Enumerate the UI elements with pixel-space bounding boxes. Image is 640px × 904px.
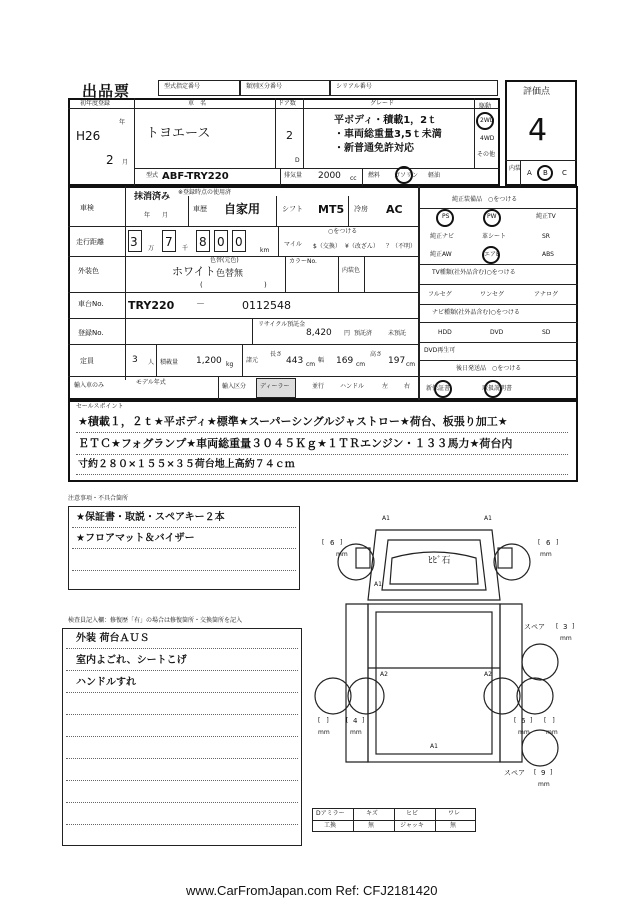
tv-oneseg: ワンセグ xyxy=(480,291,505,298)
doors-label: ドア数 xyxy=(278,100,296,107)
navi-dvd: DVD xyxy=(490,329,504,336)
mark-a1-left: A1 xyxy=(374,581,382,588)
import-label: 輸入車のみ xyxy=(74,382,105,389)
equip-abs: ABS xyxy=(542,251,554,258)
mileage-digit-5: 0 xyxy=(235,235,243,249)
tire-tr-value: 6 xyxy=(546,539,551,547)
tv-analog: アナログ xyxy=(534,291,559,298)
navi-hdd: HDD xyxy=(438,329,452,336)
shift-label: シフト xyxy=(282,205,303,213)
shift-value: MT5 xyxy=(318,203,345,216)
spare-top-label: スペア xyxy=(524,623,545,631)
mileage-opt-tamper: ¥（改ざん） xyxy=(345,243,379,250)
fuel-diesel: 軽油 xyxy=(428,172,441,179)
displacement-label: 排気量 xyxy=(284,172,303,179)
legend-header-1: Dアミラー xyxy=(316,810,345,817)
legend-value-1: 工換 xyxy=(324,822,337,829)
legend-value-4: 無 xyxy=(450,822,457,829)
model-label: 型式 xyxy=(146,172,159,179)
first-reg-year: H26 xyxy=(76,129,101,143)
usage-label: 車歴 xyxy=(193,205,207,213)
interior-option-c: C xyxy=(562,169,567,177)
type-cert-label: 型式指定番号 xyxy=(164,83,201,90)
equip-airbag: エアB xyxy=(484,251,501,258)
mileage-unit-sen: 千 xyxy=(182,245,189,252)
navi-sd: SD xyxy=(542,329,551,336)
spare-top-unit: mm xyxy=(560,635,572,642)
spare-bottom-unit: mm xyxy=(538,781,550,788)
navi-dvd-play: DVD再生可 xyxy=(424,347,456,354)
first-reg-label: 初年度登録 xyxy=(80,100,111,107)
recycle-deposited: 預託済 xyxy=(354,330,373,337)
tire-bl-unit: mm xyxy=(350,729,362,736)
chassis-no: 0112548 xyxy=(242,299,291,312)
inspection-value: 抹消済み xyxy=(134,192,171,202)
equip-sr: SR xyxy=(542,233,550,240)
tire-br-unit: mm xyxy=(518,729,530,736)
mark-a1-top-right: A1 xyxy=(484,515,492,522)
equip-leather: 革シート xyxy=(482,233,507,240)
length-label: 長さ xyxy=(270,351,283,358)
class-label: 類別区分番号 xyxy=(246,83,283,90)
recycle-not: 未預託 xyxy=(388,330,407,337)
drive-2wd: 2WD xyxy=(480,117,495,124)
length-value: 443 xyxy=(286,356,304,366)
grade-line-2: ・車両総重量3,5ｔ未満 xyxy=(334,129,442,140)
first-reg-month: 2 xyxy=(106,153,114,167)
inspection-label: 車検 xyxy=(80,204,94,212)
mileage-options-title: ○をつける xyxy=(328,228,358,235)
import-parallel: 並行 xyxy=(312,383,325,390)
load-label: 積載量 xyxy=(160,359,179,366)
recycle-label: リサイクル預託金 xyxy=(258,321,306,328)
doors-value: 2 xyxy=(286,129,293,142)
chassis-model: TRY220 xyxy=(128,299,175,312)
mileage-digit-1: 3 xyxy=(130,235,138,249)
ac-value: AC xyxy=(386,203,403,216)
color-change-label: 色替(元色) xyxy=(210,257,239,264)
capacity-unit: 人 xyxy=(148,359,155,366)
sales-line-1: ★積載１，２ｔ★平ボディ★標準★スーパーシングルジャストロー★荷台、板張り加工★ xyxy=(78,415,508,428)
mileage-digit-2: 7 xyxy=(165,235,173,249)
mileage-opt-exchange: $（交換） xyxy=(313,243,341,250)
usage-value: 自家用 xyxy=(224,202,261,216)
tire-br-outer-unit: mm xyxy=(546,729,558,736)
model-year-label: モデル年式 xyxy=(136,379,166,386)
mileage-digit-3: 8 xyxy=(199,235,207,249)
mark-a2-left: A2 xyxy=(380,671,388,678)
score-value: 4 xyxy=(528,113,548,148)
grade-line-1: 平ボディ・積載1，2ｔ xyxy=(334,115,438,126)
fuel-label: 燃料 xyxy=(368,172,381,179)
legend-value-3: ジャッキ xyxy=(400,822,424,829)
notes-line-1: ★保証書・取説・スペアキー２本 xyxy=(76,512,225,523)
equip-pw: PW xyxy=(487,213,497,220)
year-unit: 年 xyxy=(119,119,126,126)
tv-fullseg: フルセグ xyxy=(428,291,452,298)
mileage-unit-man: 万 xyxy=(148,245,155,252)
later-title: 後日発送品 ○をつける xyxy=(456,365,522,372)
mark-a1-top: A1 xyxy=(382,515,390,522)
navi-title: ナビ種類(社外品含む)○をつける xyxy=(432,309,520,316)
month-unit: 月 xyxy=(122,159,129,166)
capacity-label: 定員 xyxy=(80,357,94,365)
grade-line-3: ・新普通免許対応 xyxy=(334,143,414,154)
legend-header-2: キズ xyxy=(366,810,378,817)
notes-label: 注意事項・不具合箇所 xyxy=(68,495,129,502)
load-value: 1,200 xyxy=(196,356,222,366)
inspection-ym: 年 月 xyxy=(144,212,169,219)
handle-right: 右 xyxy=(404,383,411,390)
tire-tr-unit: mm xyxy=(540,551,552,558)
chassis-dash: － xyxy=(196,300,206,310)
equipment-title: 純正装備品 ○をつける xyxy=(452,196,518,203)
tv-title: TV種類(社外品含む)○をつける xyxy=(432,269,516,276)
drive-other: その他 xyxy=(477,151,496,158)
interior-option-b: B xyxy=(543,169,548,177)
vehicle-name: トヨエース xyxy=(146,126,211,141)
height-unit: cm xyxy=(406,361,416,368)
inspector-line-1: 外装 荷台ＡＵＳ xyxy=(76,633,150,644)
sales-label: セールスポイント xyxy=(76,403,124,410)
door-unit: D xyxy=(295,157,300,164)
handle-label: ハンドル xyxy=(340,383,365,390)
inspection-note: ※登録時点の使用済 xyxy=(178,189,232,196)
equip-tv: 純正TV xyxy=(536,213,556,220)
mileage-opt-mile: マイル xyxy=(284,241,302,248)
chassis-label: 車台No. xyxy=(78,300,104,308)
mark-a2-right: A2 xyxy=(484,671,492,678)
mileage-unit-km: km xyxy=(260,247,270,254)
color-value: ホワイト xyxy=(172,265,216,278)
tire-bl-outer-unit: mm xyxy=(318,729,330,736)
notes-line-2: ★フロアマット＆バイザー xyxy=(76,533,195,544)
mileage-digit-4: 0 xyxy=(217,235,225,249)
interior-color-label: 内装色 xyxy=(342,267,361,274)
tire-bl-value: 4 xyxy=(353,717,358,725)
recycle-unit: 円 xyxy=(344,330,351,337)
tire-br-value: 6 xyxy=(521,717,526,725)
dims-label: 諸元 xyxy=(246,357,259,364)
capacity-value: 3 xyxy=(132,355,138,365)
inspector-line-3: ハンドルすれ xyxy=(76,677,136,688)
color-change-value: 色替無 xyxy=(216,269,244,279)
drive-label: 駆動 xyxy=(479,103,492,110)
fuel-gas: ガソリン xyxy=(394,172,419,179)
height-label: 高さ xyxy=(370,351,383,358)
tire-tl-unit: mm xyxy=(336,551,348,558)
load-unit: kg xyxy=(226,361,234,368)
reg-no-label: 登録No. xyxy=(78,329,104,337)
tire-tl-value: 6 xyxy=(330,539,335,547)
sales-line-3: 寸約２８０×１５５×３５荷台地上高約７４ｃｍ xyxy=(78,459,295,470)
color-no-label: カラーNo. xyxy=(289,258,317,265)
drive-4wd: 4WD xyxy=(480,135,495,142)
inspector-line-2: 室内よごれ、シートこげ xyxy=(76,655,187,666)
displacement-unit: cc xyxy=(350,175,357,182)
recycle-value: 8,420 xyxy=(306,328,332,338)
score-label: 評価点 xyxy=(523,87,551,97)
legend-header-3: ヒビ xyxy=(406,810,419,817)
spare-bottom-label: スペア xyxy=(504,769,525,777)
model-value: ABF-TRY220 xyxy=(162,171,229,182)
legend-value-2: 無 xyxy=(368,822,375,829)
handle-left: 左 xyxy=(382,383,389,390)
width-label: 幅 xyxy=(318,357,325,364)
height-value: 197 xyxy=(388,356,406,366)
mileage-label: 走行距離 xyxy=(76,238,104,246)
ac-label: 冷房 xyxy=(354,205,368,213)
spare-top-value: 3 xyxy=(563,623,568,631)
diagram-center-label: ﾋﾋﾞ石 xyxy=(428,556,451,566)
equip-ps: PS xyxy=(442,213,450,220)
later-manual: 取扱説明書 xyxy=(482,385,513,392)
equip-navi: 純正ナビ xyxy=(430,233,455,240)
import-cat-label: 輸入区分 xyxy=(222,383,247,390)
interior-label: 内装 xyxy=(509,165,522,172)
mark-a1-bottom: A1 xyxy=(430,743,438,750)
width-value: 169 xyxy=(336,356,354,366)
spare-bottom-value: 9 xyxy=(541,769,546,777)
inspector-label: 検査員記入欄：修復歴「有」の場合は修復箇所・交換箇所を記入 xyxy=(68,617,243,624)
name-label: 車 名 xyxy=(188,100,207,107)
serial-label: シリアル番号 xyxy=(336,83,372,90)
color-label: 外装色 xyxy=(78,267,99,275)
page-title: 出品票 xyxy=(82,82,131,100)
legend-header-4: ワレ xyxy=(448,810,461,817)
import-dealer: ディーラー xyxy=(260,383,290,390)
mileage-opt-unknown: ？（不明） xyxy=(386,243,417,250)
width-unit: cm xyxy=(356,361,366,368)
later-warranty: 新保証書 xyxy=(426,385,451,392)
grade-label: グレード xyxy=(370,100,395,107)
interior-option-a: A xyxy=(527,169,532,177)
equip-aw: 純正AW xyxy=(430,251,452,258)
sales-line-2: ＥＴＣ★フォグランプ★車両総重量３０４５Ｋｇ★１ＴＲエンジン・１３３馬力★荷台内 xyxy=(78,437,513,450)
length-unit: cm xyxy=(306,361,316,368)
footer-ref: www.CarFromJapan.com Ref: CFJ2181420 xyxy=(186,883,438,898)
displacement-value: 2000 xyxy=(318,171,341,181)
